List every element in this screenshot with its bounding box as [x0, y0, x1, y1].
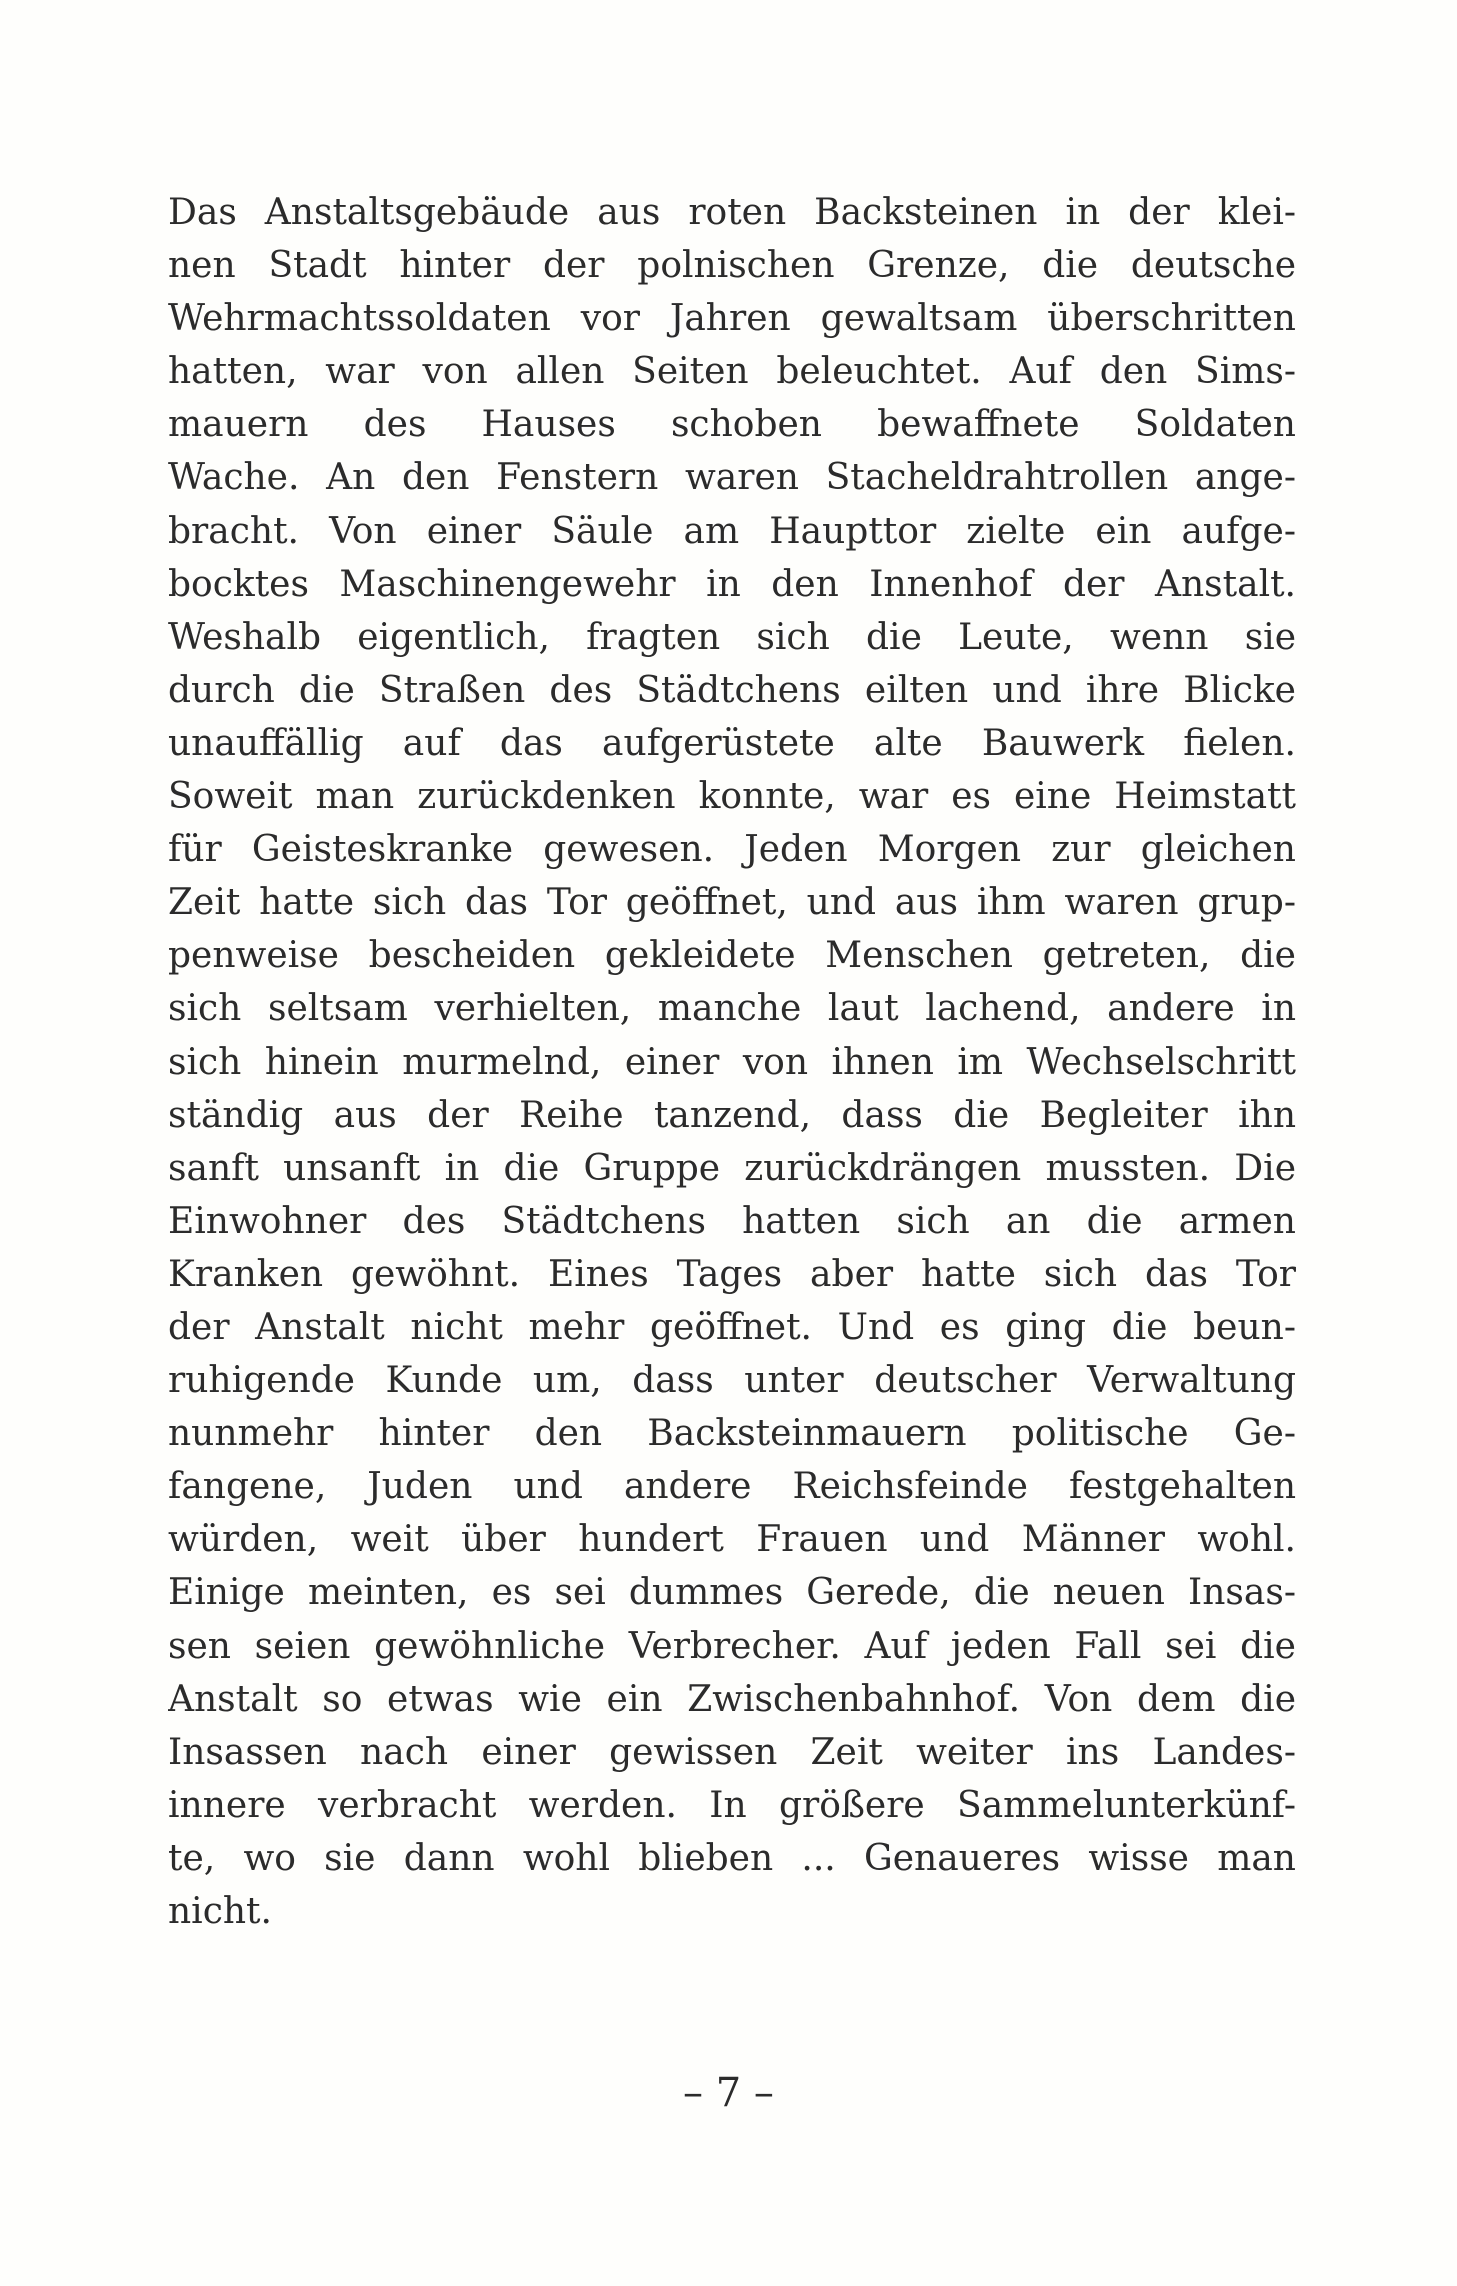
text-line: für Geisteskranke gewesen. Jeden Morgen zur gleichen — [168, 829, 1296, 871]
text-line: ständig aus der Reihe tanzend, dass die Begleiter ihn — [168, 1094, 1296, 1136]
text-line: Anstalt so etwas wie ein Zwischenbahnhof. Von dem die — [168, 1678, 1296, 1720]
text-line: Soweit man zurückdenken konnte, war es eine Heimstatt — [168, 776, 1296, 818]
text-line: mauern des Hauses schoben bewaffnete Soldaten — [168, 404, 1296, 446]
text-line: penweise bescheiden gekleidete Menschen getreten, die — [168, 935, 1296, 977]
text-line: nen Stadt hinter der polnischen Grenze, die deutsche — [168, 245, 1296, 287]
text-line: nicht. — [168, 1891, 272, 1932]
text-line: Wache. An den Fenstern waren Stacheldrahtrollen ange- — [168, 457, 1296, 499]
text-line: innere verbracht werden. In größere Sammelunterkünf- — [168, 1784, 1296, 1826]
text-line: nunmehr hinter den Backsteinmauern politische Ge- — [168, 1413, 1296, 1455]
text-line: Einwohner des Städtchens hatten sich an die armen — [168, 1200, 1296, 1242]
text-line: ruhigende Kunde um, dass unter deutscher Verwaltung — [168, 1360, 1296, 1402]
text-line: Einige meinten, es sei dummes Gerede, die neuen Insas- — [168, 1572, 1296, 1614]
text-line: sich seltsam verhielten, manche laut lachend, andere in — [168, 988, 1296, 1030]
text-line: Wehrmachtssoldaten vor Jahren gewaltsam überschritten — [168, 298, 1296, 340]
text-line: der Anstalt nicht mehr geöffnet. Und es ging die beun- — [168, 1306, 1296, 1348]
text-line: hatten, war von allen Seiten beleuchtet. Auf den Sims- — [168, 351, 1296, 393]
page-number: – 7 – — [683, 2070, 774, 2116]
text-line: te, wo sie dann wohl blieben ... Genaueres wisse man — [168, 1837, 1296, 1879]
text-line: würden, weit über hundert Frauen und Männer wohl. — [168, 1519, 1296, 1561]
body-text — [168, 186, 1296, 1938]
text-line: Weshalb eigentlich, fragten sich die Leute, wenn sie — [168, 616, 1296, 658]
text-line: Kranken gewöhnt. Eines Tages aber hatte sich das Tor — [168, 1253, 1296, 1295]
text-line: Das Anstaltsgebäude aus roten Backsteinen in der klei- — [168, 192, 1296, 233]
text-line: bracht. Von einer Säule am Haupttor zielte ein aufge- — [168, 510, 1296, 552]
text-line: bocktes Maschinengewehr in den Innenhof der Anstalt. — [168, 563, 1296, 605]
text-line: unauffällig auf das aufgerüstete alte Bauwerk fielen. — [168, 722, 1296, 764]
text-line: durch die Straßen des Städtchens eilten und ihre Blicke — [168, 669, 1296, 711]
text-line: sich hinein murmelnd, einer von ihnen im Wechselschritt — [168, 1041, 1296, 1083]
text-line: sen seien gewöhnliche Verbrecher. Auf jeden Fall sei die — [168, 1625, 1296, 1667]
text-line: Insassen nach einer gewissen Zeit weiter ins Landes- — [168, 1731, 1296, 1773]
text-line: fangene, Juden und andere Reichsfeinde festgehalten — [168, 1466, 1296, 1508]
text-line: sanft unsanft in die Gruppe zurückdrängen mussten. Die — [168, 1147, 1296, 1189]
text-line: Zeit hatte sich das Tor geöffnet, und aus ihm waren grup- — [168, 882, 1296, 924]
